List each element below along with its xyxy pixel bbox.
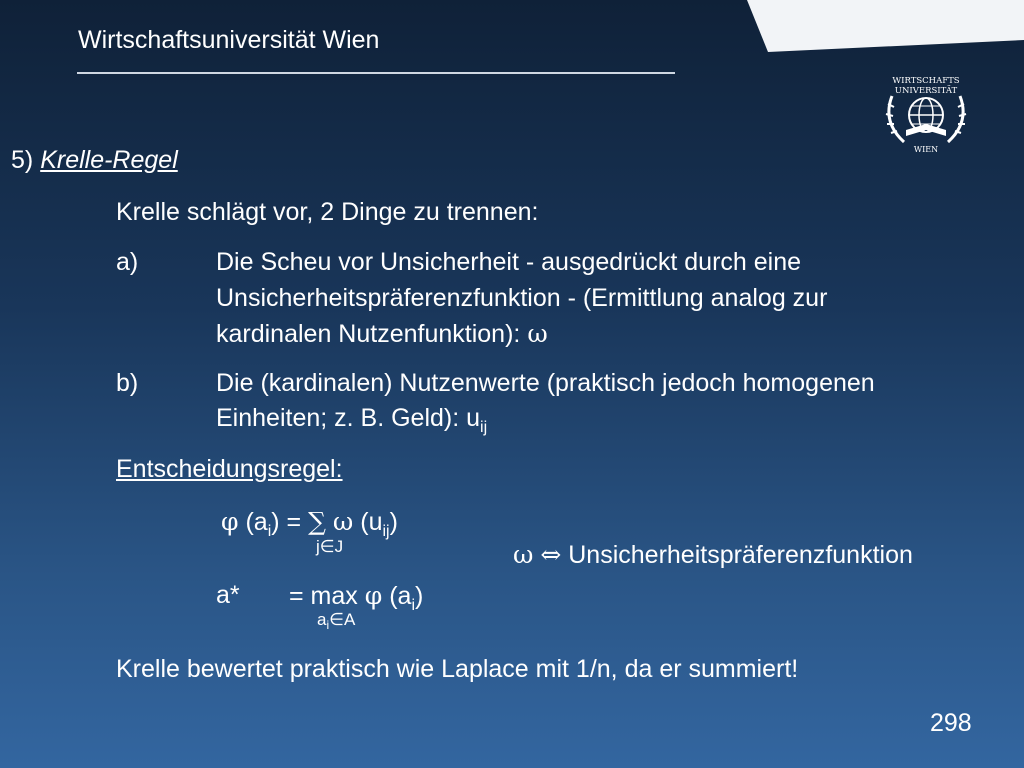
formula-1-sub-ij: ij — [382, 523, 390, 540]
header-title: Wirtschaftsuniversität Wien — [78, 26, 380, 54]
item-b-line-1: Die (kardinalen) Nutzenwerte (praktisch jedoch homogenen — [216, 369, 875, 397]
legend-text: Unsicherheitspräferenzfunktion — [568, 541, 913, 569]
formula-2-sub-i: i — [411, 597, 415, 614]
header-divider — [77, 72, 675, 74]
formula-2-rhs — [289, 578, 423, 623]
formula-2-lhs: a* — [216, 581, 240, 609]
formula-1-open: (a — [245, 508, 268, 536]
formula-1-sub-i: i — [267, 523, 272, 540]
item-a-label: a) — [116, 248, 139, 276]
item-a-line-3 — [216, 316, 548, 352]
item-a-line-1: Die Scheu vor Unsicherheit - ausgedrückt durch eine — [216, 248, 802, 276]
max-index-sub: i — [326, 618, 330, 632]
page-number: 298 — [930, 709, 972, 737]
max-index-rest: ∈A — [329, 610, 356, 629]
section-heading — [11, 143, 178, 178]
item-b-line-2-text: Einheiten; z. B. Geld): u — [216, 404, 481, 432]
item-a-line-2: Unsicherheitspräferenzfunktion - (Ermittlung analog zur — [216, 284, 828, 312]
formula-1-u-close: ) — [389, 508, 398, 536]
intro-text: Krelle schlägt vor, 2 Dinge zu trennen: — [116, 198, 539, 226]
phi-symbol: φ — [364, 581, 383, 610]
sum-symbol: ∑ — [308, 507, 326, 536]
logo-top-text-1: WIRTSCHAFTS — [892, 76, 960, 86]
max-index-a: a — [317, 610, 327, 629]
formula-1-u-open: (u — [360, 508, 383, 536]
conclusion-text: Krelle bewertet praktisch wie Laplace mit 1/n, da er summiert! — [116, 655, 799, 683]
logo-top-text-2: UNIVERSITÄT — [894, 86, 958, 96]
formula-1-close-eq: ) = — [271, 508, 302, 536]
formula-2-eq-max: = max — [289, 582, 358, 610]
item-b-line-2 — [216, 401, 487, 445]
equivalence-arrow-icon: ⇔ — [540, 540, 562, 569]
logo-bottom-text: WIEN — [913, 145, 939, 154]
omega-symbol: ω — [527, 319, 548, 348]
item-a-line-3-text: kardinalen Nutzenfunktion): — [216, 320, 521, 348]
item-b-label: b) — [116, 369, 139, 397]
section-number: 5) — [11, 146, 34, 174]
omega-legend — [513, 537, 913, 573]
section-title: Krelle-Regel — [40, 146, 178, 174]
item-b-subscript: ij — [480, 419, 488, 436]
omega-symbol: ω — [513, 540, 534, 569]
phi-symbol: φ — [221, 507, 239, 536]
sum-index: j∈J — [316, 537, 344, 556]
university-logo-icon — [876, 72, 976, 162]
decision-rule-heading: Entscheidungsregel: — [116, 455, 343, 483]
formula-2-close: ) — [415, 582, 424, 610]
omega-symbol: ω — [332, 507, 354, 536]
formula-2-open: (a — [389, 582, 412, 610]
max-index — [317, 610, 355, 632]
formula-1 — [221, 504, 398, 549]
